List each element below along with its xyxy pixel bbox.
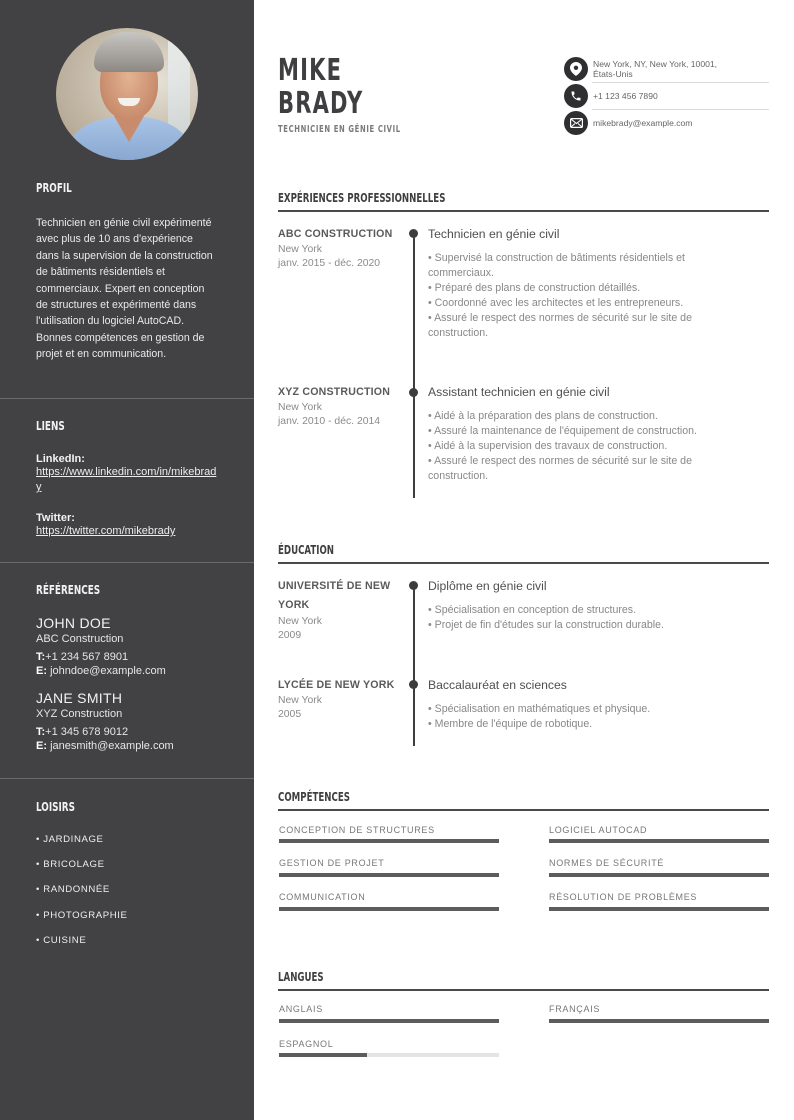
links-heading: LIENS — [36, 419, 65, 433]
timeline-dot — [409, 680, 418, 689]
hobby-item: • BRICOLAGE — [36, 859, 105, 870]
reference-email: E: johndoe@example.com — [36, 665, 166, 677]
bullet-item: • Aidé à la préparation des plans de construction. — [428, 410, 658, 422]
bullet-item: • Aidé à la supervision des travaux de construction. — [428, 440, 668, 452]
company-location: New York — [278, 244, 322, 255]
linkedin-label: LinkedIn: — [36, 453, 85, 465]
school-name: UNIVERSITÉ DE NEW YORK — [278, 580, 391, 611]
language-bar — [549, 1019, 769, 1023]
hobby-item: • JARDINAGE — [36, 834, 104, 845]
candidate-title: TECHNICIEN EN GÉNIE CIVIL — [278, 124, 401, 135]
education-timeline — [413, 586, 415, 746]
school-location: New York — [278, 616, 322, 627]
reference-phone: T:+1 234 567 8901 — [36, 651, 129, 663]
graduation-year: 2009 — [278, 630, 302, 641]
experience-meta — [278, 225, 398, 271]
language-label: FRANÇAIS — [549, 1004, 601, 1014]
reference-email: E: janesmith@example.com — [36, 740, 174, 752]
skill-bar — [279, 873, 499, 877]
timeline-dot — [409, 388, 418, 397]
references-heading: RÉFÉRENCES — [36, 583, 101, 597]
bullet-item: • Coordonné avec les architectes et les entrepreneurs. — [428, 297, 684, 309]
divider — [592, 82, 769, 83]
bullet-item: • Projet de fin d'études sur la construction durable. — [428, 619, 664, 631]
date-range: janv. 2010 - déc. 2014 — [278, 416, 381, 427]
skill-label: COMMUNICATION — [279, 892, 366, 902]
skill-label: CONCEPTION DE STRUCTURES — [279, 825, 435, 835]
link-linkedin — [36, 453, 218, 495]
role-title: Assistant technicien en génie civil — [428, 385, 610, 399]
school-location: New York — [278, 695, 322, 706]
language-label: ESPAGNOL — [279, 1039, 334, 1049]
bullet-item: • Assuré le respect des normes de sécurité sur le site de construction. — [428, 312, 692, 339]
bullet-item: • Spécialisation en mathématiques et physique. — [428, 703, 651, 715]
hobby-item: • CUISINE — [36, 935, 87, 946]
divider — [0, 778, 254, 779]
skill-bar — [279, 907, 499, 911]
education-heading: ÉDUCATION — [278, 543, 335, 557]
bullet-list — [428, 702, 748, 732]
reference-item — [36, 615, 226, 678]
skill-bar — [279, 839, 499, 843]
bullet-item: • Supervisé la construction de bâtiments résidentiels et commerciaux. — [428, 252, 685, 279]
date-range: janv. 2015 - déc. 2020 — [278, 258, 381, 269]
reference-company: ABC Construction — [36, 633, 124, 645]
address-line-2: États-Unis — [593, 69, 633, 79]
hobby-item: • RANDONNÉE — [36, 884, 110, 895]
bullet-list — [428, 603, 748, 633]
bullet-item: • Préparé des plans de construction détaillés. — [428, 282, 641, 294]
experience-meta — [278, 383, 398, 429]
skill-bar — [549, 839, 769, 843]
skill-bar — [549, 873, 769, 877]
education-detail — [428, 677, 748, 732]
profile-text: Technicien en génie civil expérimenté avec plus de 10 ans d'expérience dans la supervision de la construction de bâtiments résidentiels et commerciaux. Expert en conception de structures et expérimenté dans l'utilisation du logiciel AutoCAD. Bonnes compétences en gestion de projet et en communication. — [36, 217, 213, 361]
skill-label: NORMES DE SÉCURITÉ — [549, 858, 665, 868]
section-rule — [278, 210, 769, 212]
phone-icon — [564, 84, 588, 108]
skill-label: RÉSOLUTION DE PROBLÈMES — [549, 892, 698, 902]
reference-item — [36, 690, 226, 753]
main-content — [254, 0, 794, 1120]
company-name: ABC CONSTRUCTION — [278, 228, 393, 240]
bullet-list — [428, 409, 748, 484]
company-location: New York — [278, 402, 322, 413]
language-bar — [279, 1019, 499, 1023]
experience-detail — [428, 384, 748, 484]
envelope-icon — [564, 111, 588, 135]
experience-heading: EXPÉRIENCES PROFESSIONNELLES — [278, 191, 446, 205]
divider — [0, 562, 254, 563]
location-pin-icon — [564, 57, 588, 81]
reference-name: JOHN DOE — [36, 615, 111, 631]
contact-address — [564, 57, 769, 81]
profile-heading: PROFIL — [36, 181, 72, 195]
sidebar — [0, 0, 254, 1120]
candidate-name: MIKE BRADY — [278, 53, 364, 121]
section-rule — [278, 989, 769, 991]
bullet-item: • Spécialisation en conception de structures. — [428, 604, 637, 616]
experience-timeline — [413, 234, 415, 498]
bullet-item: • Assuré la maintenance de l'équipement de construction. — [428, 425, 697, 437]
phone-text: +1 123 456 7890 — [593, 91, 658, 101]
reference-name: JANE SMITH — [36, 690, 123, 706]
divider — [592, 109, 769, 110]
education-meta — [278, 676, 408, 722]
language-label: ANGLAIS — [279, 1004, 323, 1014]
linkedin-url[interactable]: https://www.linkedin.com/in/mikebrady — [36, 466, 217, 493]
timeline-dot — [409, 581, 418, 590]
profile-photo — [56, 28, 198, 160]
experience-detail — [428, 226, 748, 341]
email-text[interactable]: mikebrady@example.com — [593, 118, 693, 128]
graduation-year: 2005 — [278, 709, 302, 720]
education-meta — [278, 577, 396, 643]
section-rule — [278, 809, 769, 811]
languages-heading: LANGUES — [278, 970, 324, 984]
reference-company: XYZ Construction — [36, 708, 123, 720]
hobbies-heading: LOISIRS — [36, 800, 75, 814]
language-bar — [279, 1053, 499, 1057]
company-name: XYZ CONSTRUCTION — [278, 386, 391, 398]
skill-label: GESTION DE PROJET — [279, 858, 385, 868]
contact-email — [564, 111, 769, 135]
twitter-url[interactable]: https://twitter.com/mikebrady — [36, 525, 176, 537]
degree-title: Baccalauréat en sciences — [428, 678, 567, 692]
section-rule — [278, 562, 769, 564]
link-twitter — [36, 512, 218, 539]
skill-bar — [549, 907, 769, 911]
address-line-1: New York, NY, New York, 10001, — [593, 59, 718, 69]
bullet-item: • Membre de l'équipe de robotique. — [428, 718, 593, 730]
hobby-item: • PHOTOGRAPHIE — [36, 910, 128, 921]
divider — [0, 398, 254, 399]
twitter-label: Twitter: — [36, 512, 75, 524]
bullet-list — [428, 251, 748, 341]
school-name: LYCÉE DE NEW YORK — [278, 679, 395, 691]
contact-phone — [564, 84, 769, 108]
timeline-dot — [409, 229, 418, 238]
role-title: Technicien en génie civil — [428, 227, 560, 241]
bullet-item: • Assuré le respect des normes de sécurité sur le site de construction. — [428, 455, 692, 482]
skill-label: LOGICIEL AUTOCAD — [549, 825, 648, 835]
reference-phone: T:+1 345 678 9012 — [36, 726, 129, 738]
education-detail — [428, 578, 748, 633]
degree-title: Diplôme en génie civil — [428, 579, 547, 593]
skills-heading: COMPÉTENCES — [278, 790, 350, 804]
